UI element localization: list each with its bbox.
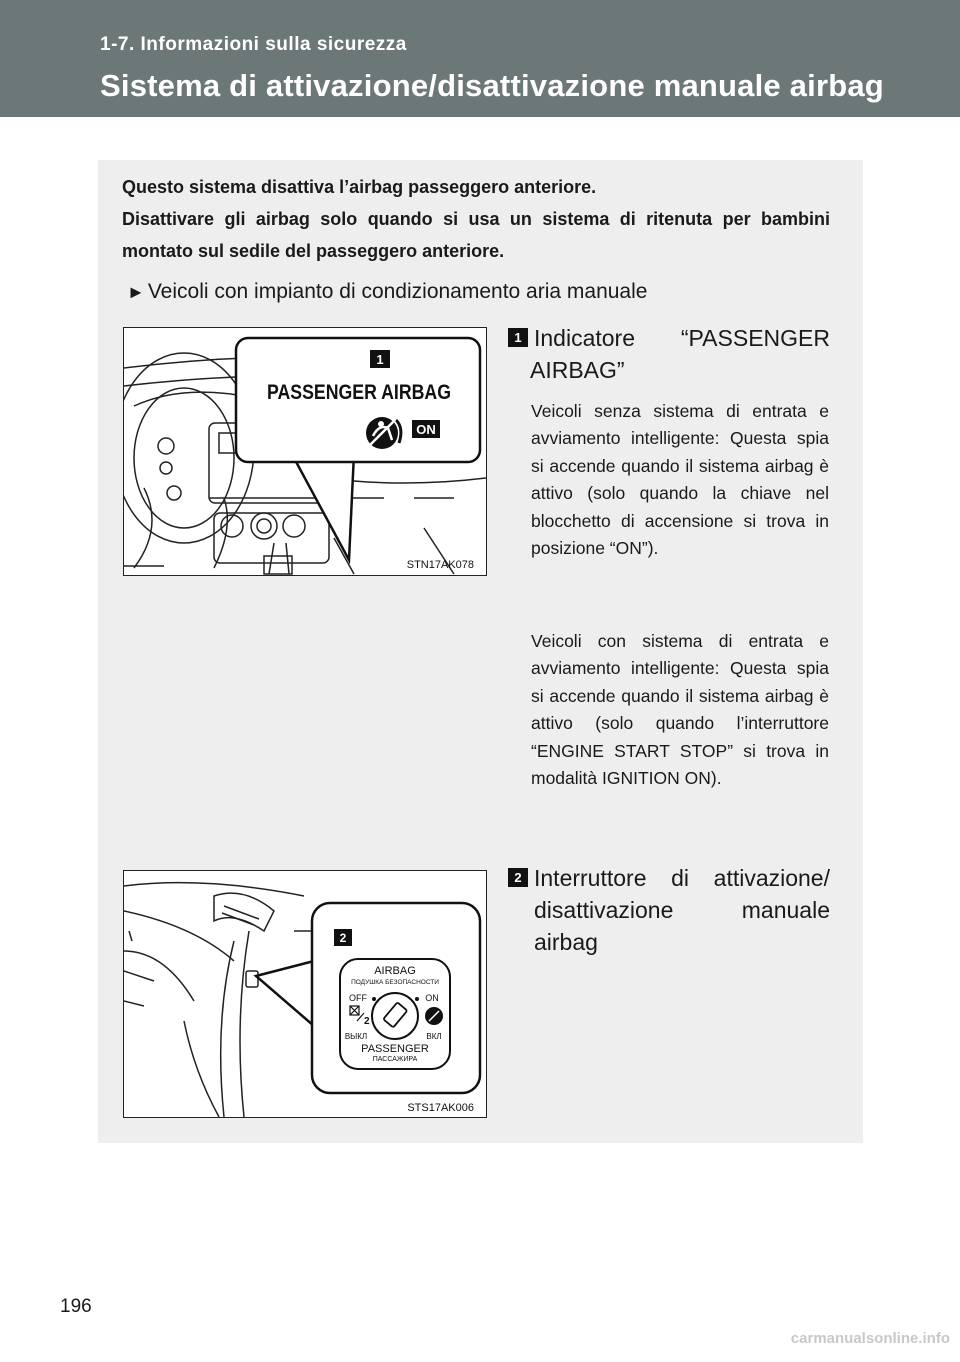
- vehicle-subhead: [127, 280, 647, 304]
- page-number: 196: [60, 1296, 92, 1317]
- item-2-heading-text: Interruttore di attivazione/ disattivazione manuale airbag: [534, 865, 830, 955]
- switch-off-ru-label: ВЫКЛ: [344, 1032, 368, 1041]
- switch-on-label: ON: [425, 993, 439, 1003]
- item-1-heading-line-1: Indicatore “PASSENGER: [534, 325, 830, 351]
- switch-on-ru-label: ВКЛ: [426, 1032, 442, 1041]
- triangle-bullet-icon: ►: [127, 282, 145, 302]
- item-1-paragraph-1: [531, 398, 829, 562]
- svg-text:2: 2: [364, 1016, 370, 1027]
- watermark: carmanualsonline.info: [790, 1330, 950, 1347]
- switch-top-label-ru: ПОДУШКА БЕЗОПАСНОСТИ: [351, 979, 439, 986]
- item-1-heading: [508, 322, 830, 386]
- figure-code: STS17AK006: [407, 1102, 474, 1114]
- paragraph-text: Veicoli senza sistema di entrata e avviamento intelligente: Questa spia si accende quando il sistema airbag è attivo (solo quando la chiave nel blocchetto di accensione si trova in posizione “ON”).: [531, 401, 829, 559]
- callout-number: 1: [376, 352, 384, 367]
- airbag-on-icon: [425, 1007, 443, 1025]
- switch-off-label: OFF: [349, 993, 367, 1003]
- figure-indicator: [123, 327, 487, 576]
- intro-text: [122, 171, 830, 267]
- paragraph-text: Veicoli con sistema di entrata e avviamento intelligente: Questa spia si accende quando il sistema airbag è attivo (solo quando l’interruttore “ENGINE START STOP” si trova in modalità IGNITION ON).: [531, 631, 829, 789]
- on-indicator-badge: ON: [416, 422, 436, 437]
- figure-switch: [123, 870, 487, 1118]
- section-label: 1-7. Informazioni sulla sicurezza: [100, 34, 407, 55]
- intro-line-2: Disattivare gli airbag solo quando si usa un sistema di ritenuta per bambini montato sul sedile del passeggero anteriore.: [122, 209, 830, 261]
- item-1-paragraph-2: [531, 628, 829, 792]
- figure-code: STN17AK078: [406, 559, 474, 571]
- item-2-number-badge: 2: [508, 868, 528, 887]
- item-1-heading-line-2: AIRBAG”: [530, 357, 625, 383]
- switch-top-label: AIRBAG: [374, 965, 416, 977]
- callout-number: 2: [339, 931, 347, 945]
- dashboard-illustration: [124, 328, 486, 575]
- switch-bottom-label-ru: ПАССАЖИРА: [372, 1056, 418, 1063]
- switch-dial: [372, 993, 418, 1039]
- item-1-number-badge: 1: [508, 328, 528, 347]
- subhead-text: Veicoli con impianto di condizionamento aria manuale: [147, 280, 648, 303]
- passenger-airbag-label: PASSENGER AIRBAG: [267, 381, 451, 404]
- switch-illustration: [124, 871, 486, 1117]
- chapter-header: [0, 0, 960, 117]
- intro-line-1: Questo sistema disattiva l’airbag passeggero anteriore.: [122, 177, 597, 197]
- switch-bottom-label: PASSENGER: [361, 1043, 429, 1055]
- item-2-heading: [508, 862, 830, 958]
- page-title: Sistema di attivazione/disattivazione manuale airbag: [100, 68, 884, 103]
